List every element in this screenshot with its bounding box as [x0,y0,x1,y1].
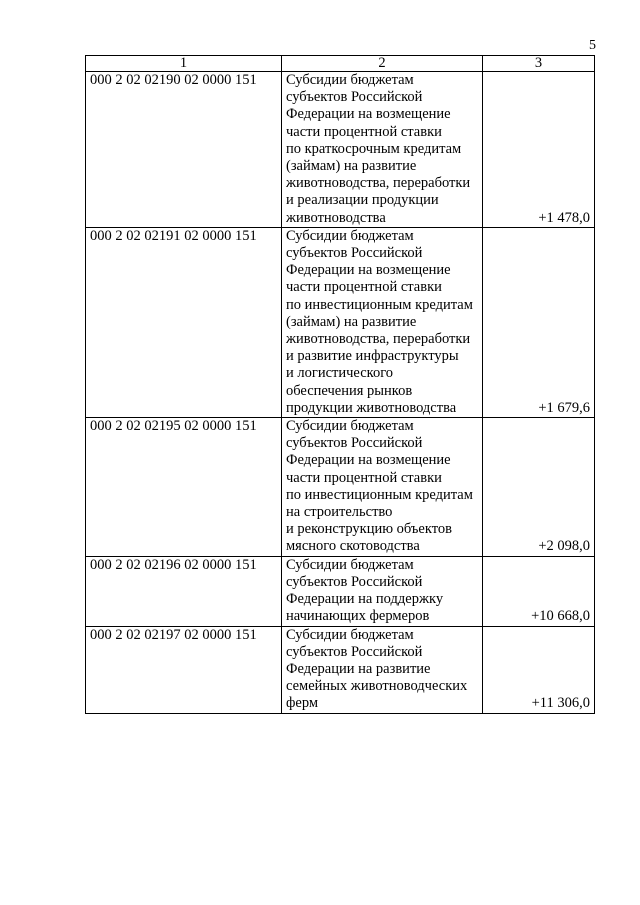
revenue-name-line: на строительство [286,504,393,521]
amount-change: +1 679,6 [483,227,595,417]
revenue-name-line: Федерации на развитие [286,660,431,677]
revenue-name-line: ферм [286,695,319,712]
table-row [86,556,595,626]
revenue-name-cell [282,72,483,228]
revenue-name-line: по инвестиционным кредитам [286,486,473,503]
column-header-1: 1 [86,56,282,72]
revenue-name-line: субъектов Российской [286,245,423,262]
revenue-name-line: и реализации продукции [286,192,439,209]
revenue-name-line: по краткосрочным кредитам [286,140,462,157]
revenue-name-line: Субсидии бюджетам [286,626,414,643]
revenue-name-line: Субсидии бюджетам [286,556,414,573]
revenue-name-line: субъектов Российской [286,89,423,106]
revenue-name-line: (займам) на развитие [286,158,417,175]
revenue-name-cell [282,227,483,417]
revenue-name-line: и реконструкцию объектов [286,521,452,538]
budget-classification-code: 000 2 02 02197 02 0000 151 [86,626,282,713]
revenue-name-line: Субсидии бюджетам [286,72,414,88]
column-header-3: 3 [483,56,595,72]
revenue-name-cell [282,556,483,626]
revenue-name-line: животноводства [286,209,386,226]
revenue-name-line: мясного скотоводства [286,538,420,555]
revenue-name-cell [282,418,483,557]
revenue-name-line: Федерации на возмещение [286,106,451,123]
revenue-name-line: Федерации на возмещение [286,452,451,469]
budget-classification-code: 000 2 02 02196 02 0000 151 [86,556,282,626]
revenue-name-line: начинающих фермеров [286,608,430,625]
table-body [86,72,595,714]
revenue-name-line: Субсидии бюджетам [286,418,414,435]
table-row [86,227,595,417]
revenue-name-line: обеспечения рынков [286,382,413,399]
revenue-name-line: Федерации на поддержку [286,591,444,608]
amount-change: +10 668,0 [483,556,595,626]
revenue-name-line: и развитие инфраструктуры [286,348,459,365]
revenue-name-line: Федерации на возмещение [286,262,451,279]
revenue-name-line: по инвестиционным кредитам [286,296,473,313]
revenue-name-line: продукции животноводства [286,399,457,416]
revenue-name-line: субъектов Российской [286,435,423,452]
revenue-name-line: части процентной ставки [286,123,442,140]
revenue-name-line: семейных животноводческих [286,678,468,695]
table-row [86,626,595,713]
budget-classification-code: 000 2 02 02195 02 0000 151 [86,418,282,557]
budget-classification-code: 000 2 02 02191 02 0000 151 [86,227,282,417]
amount-change: +1 478,0 [483,72,595,228]
revenue-name-line: субъектов Российской [286,573,423,590]
revenue-name-line: субъектов Российской [286,643,423,660]
amount-change: +11 306,0 [483,626,595,713]
amount-change: +2 098,0 [483,418,595,557]
budget-table [85,55,595,714]
table-header-row [86,56,595,72]
page-number: 5 [589,38,596,53]
table-row [86,418,595,557]
revenue-name-line: части процентной ставки [286,279,442,296]
revenue-name-line: (займам) на развитие [286,313,417,330]
revenue-name-line: части процентной ставки [286,469,442,486]
revenue-name-line: и логистического [286,365,394,382]
revenue-name-line: животноводства, переработки [286,175,471,192]
column-header-2: 2 [282,56,483,72]
revenue-name-line: Субсидии бюджетам [286,227,414,244]
budget-classification-code: 000 2 02 02190 02 0000 151 [86,72,282,228]
revenue-name-line: животноводства, переработки [286,331,471,348]
revenue-name-cell [282,626,483,713]
table-row [86,72,595,228]
